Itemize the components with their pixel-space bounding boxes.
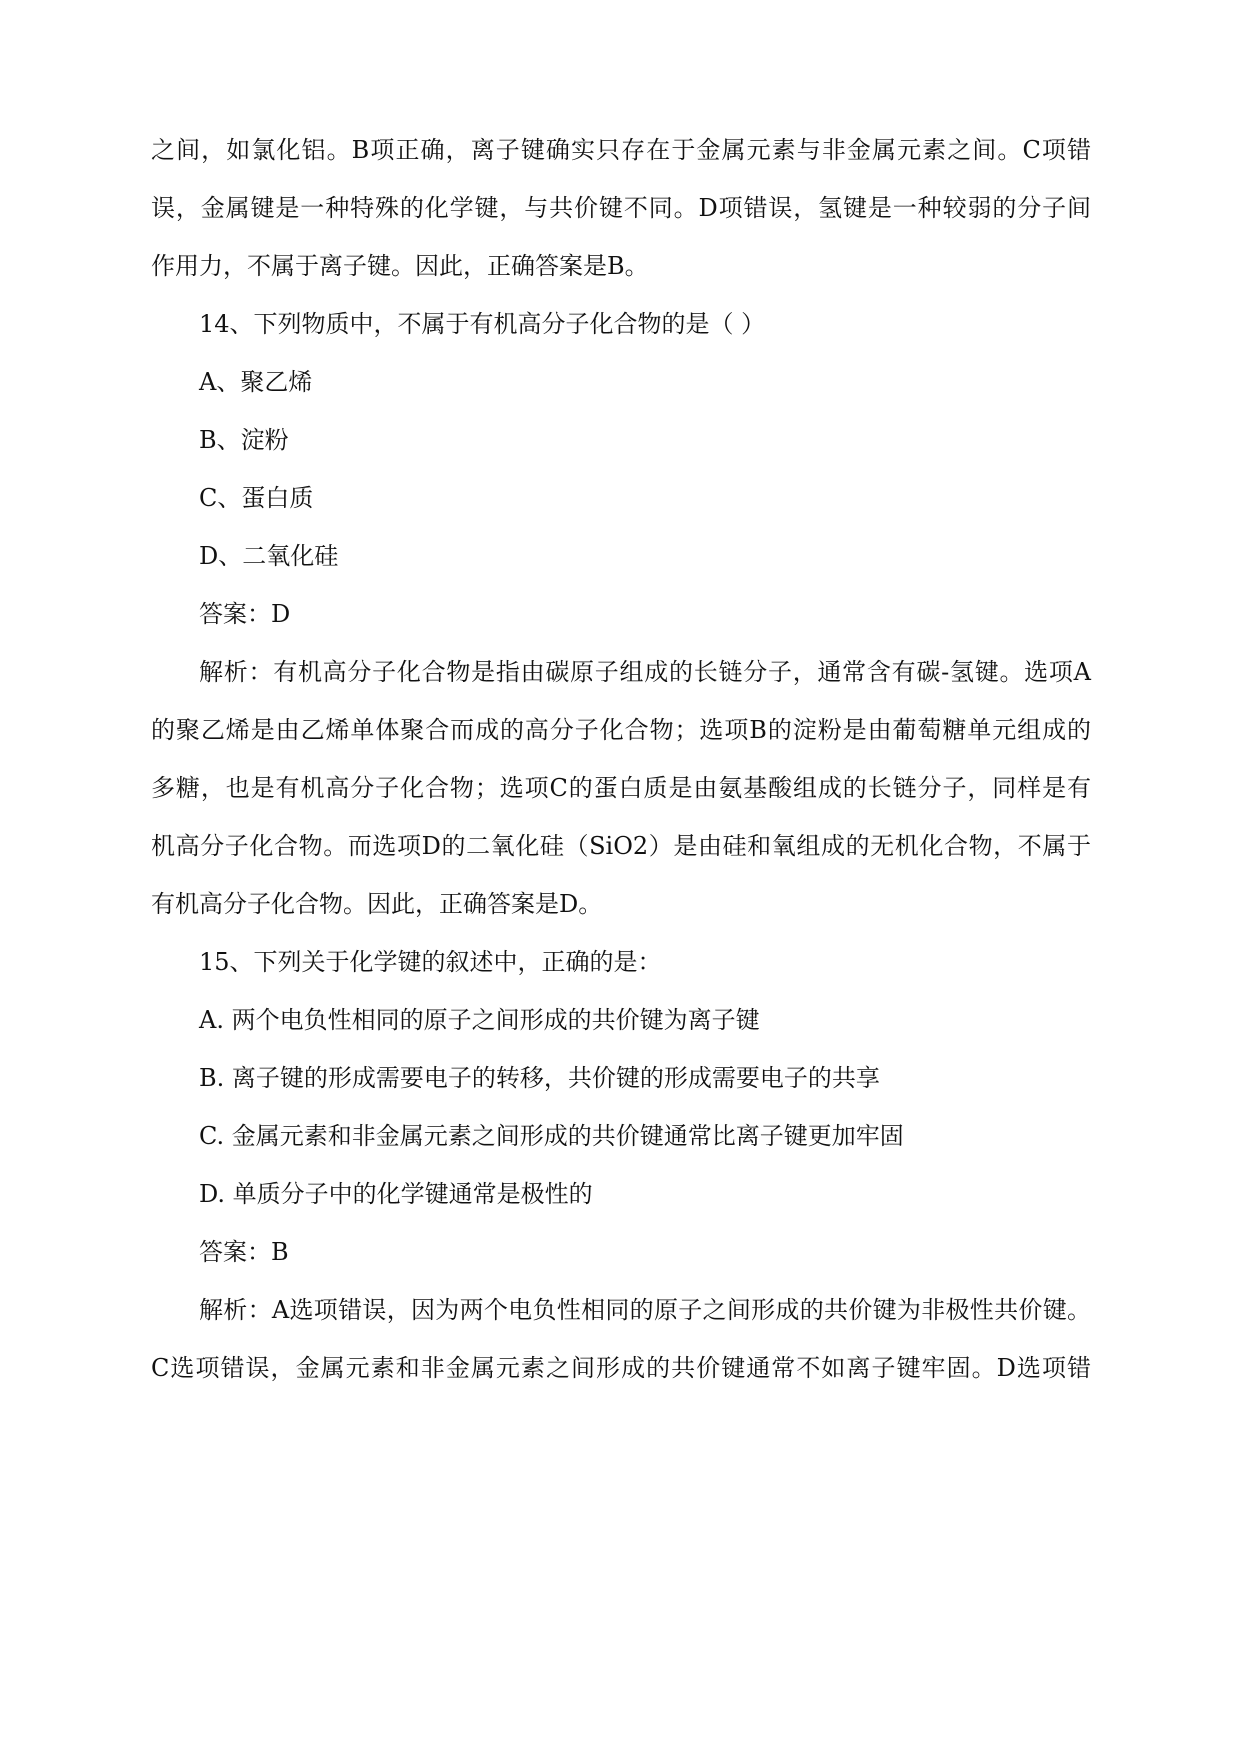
question-14-explanation-line: 的聚乙烯是由乙烯单体聚合而成的高分子化合物；选项B的淀粉是由葡萄糖单元组成的 [151, 716, 1091, 744]
question-15-stem: 15、下列关于化学键的叙述中，正确的是： [199, 948, 662, 976]
question-15-option-c: C. 金属元素和非金属元素之间形成的共价键通常比离子键更加牢固 [199, 1122, 904, 1150]
question-15-explanation-line: C选项错误，金属元素和非金属元素之间形成的共价键通常不如离子键牢固。D选项错 [151, 1354, 1091, 1382]
paragraph-line: 作用力，不属于离子键。因此，正确答案是B。 [151, 252, 649, 280]
question-14-option-a: A、聚乙烯 [199, 368, 313, 396]
question-14-explanation-line: 解析：有机高分子化合物是指由碳原子组成的长链分子，通常含有碳-氢键。选项A [199, 658, 1091, 686]
question-14-answer: 答案：D [199, 600, 291, 628]
question-15-option-a: A. 两个电负性相同的原子之间形成的共价键为离子键 [199, 1006, 760, 1034]
paragraph-line: 误，金属键是一种特殊的化学键，与共价键不同。D项错误，氢键是一种较弱的分子间 [151, 194, 1091, 222]
question-14-explanation-line: 机高分子化合物。而选项D的二氧化硅（SiO2）是由硅和氧组成的无机化合物，不属于 [151, 832, 1091, 860]
question-15-option-d: D. 单质分子中的化学键通常是极性的 [199, 1180, 593, 1208]
question-14-option-c: C、蛋白质 [199, 484, 314, 512]
question-15-answer: 答案：B [199, 1238, 289, 1266]
paragraph-line: 之间，如氯化铝。B项正确，离子键确实只存在于金属元素与非金属元素之间。C项错 [151, 136, 1091, 164]
question-14-explanation-line: 有机高分子化合物。因此，正确答案是D。 [151, 890, 603, 918]
question-15-explanation-line: 解析：A选项错误，因为两个电负性相同的原子之间形成的共价键为非极性共价键。 [199, 1296, 1091, 1324]
question-14-stem: 14、下列物质中，不属于有机高分子化合物的是（ ） [199, 310, 766, 338]
question-14-explanation-line: 多糖，也是有机高分子化合物；选项C的蛋白质是由氨基酸组成的长链分子，同样是有 [151, 774, 1091, 802]
question-14-option-d: D、二氧化硅 [199, 542, 339, 570]
question-14-option-b: B、淀粉 [199, 426, 289, 454]
question-15-option-b: B. 离子键的形成需要电子的转移，共价键的形成需要电子的共享 [199, 1064, 880, 1092]
